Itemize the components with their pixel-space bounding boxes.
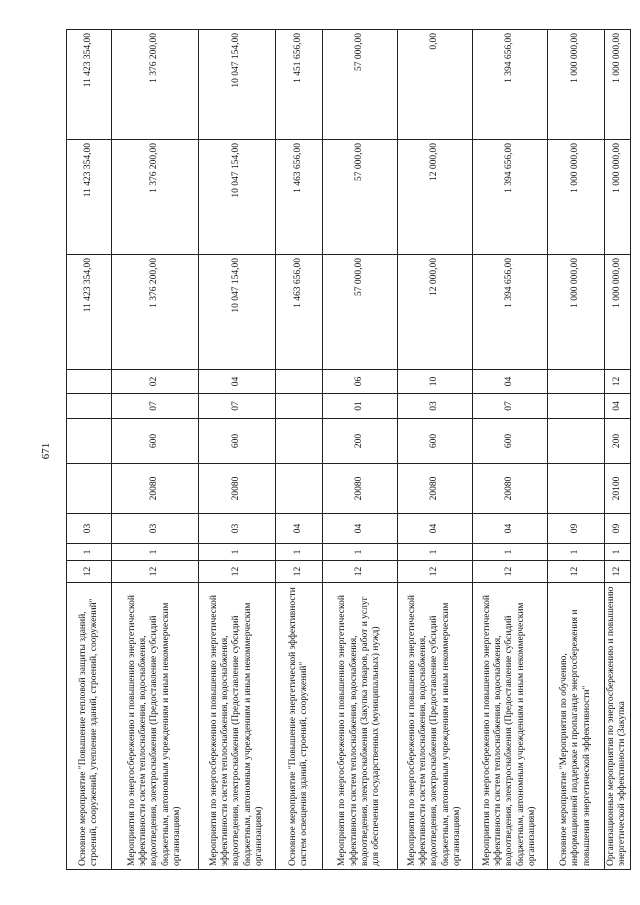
amount-year-3-cell: 1 451 656,00 [276, 30, 323, 140]
subprogram-code-cell: 1 [112, 544, 199, 561]
row-name-cell: Мероприятия по энергосбережению и повышению энергетической эффективности систем теплоснабжения, водоснабжения, водоотведения, электроснабжения (Предоставление субсидий бюджетным, автономным учреждениям и иным некоммерческим организациям) [112, 583, 199, 870]
expense-type-code-cell [548, 419, 605, 464]
table-row [323, 30, 398, 870]
page-number: 671 [40, 442, 52, 460]
program-code-cell: 12 [323, 561, 398, 583]
subprogram-code-cell: 1 [199, 544, 276, 561]
subprogram-code-cell: 1 [276, 544, 323, 561]
amount-year-2-cell: 1 463 656,00 [276, 140, 323, 255]
program-code-cell: 12 [398, 561, 473, 583]
section-code-cell: 07 [199, 394, 276, 419]
table-row [67, 30, 112, 870]
section-code-cell: 03 [398, 394, 473, 419]
amount-year-2-cell: 12 000,00 [398, 140, 473, 255]
row-name-cell: Мероприятия по энергосбережению и повышению энергетической эффективности систем теплоснабжения, водоснабжения, водоотведения, электроснабжения (Закупка товаров, работ и услуг для обеспечения государственных (муниципальных) нужд) [323, 583, 398, 870]
subprogram-code-cell: 1 [548, 544, 605, 561]
amount-year-1-cell: 57 000,00 [323, 255, 398, 370]
direction-code-cell: 20080 [199, 464, 276, 514]
amount-year-1-cell: 1 000 000,00 [548, 255, 605, 370]
direction-code-cell: 20100 [605, 464, 631, 514]
section-code-cell: 07 [112, 394, 199, 419]
section-code-cell: 01 [323, 394, 398, 419]
amount-year-2-cell: 10 047 154,00 [199, 140, 276, 255]
row-name-cell: Организационные мероприятия по энергосбережению и повышению энергетической эффективности (Закупка [605, 583, 631, 870]
table-row [548, 30, 605, 870]
event-code-cell: 04 [473, 514, 548, 544]
table-row [473, 30, 548, 870]
event-code-cell: 04 [276, 514, 323, 544]
direction-code-cell: 20080 [473, 464, 548, 514]
rotated-page [66, 30, 628, 870]
amount-year-1-cell: 1 463 656,00 [276, 255, 323, 370]
subsection-code-cell [276, 370, 323, 394]
row-name-cell: Основное мероприятие "Повышение энергетической эффективности систем освещения зданий, строений, сооружений" [276, 583, 323, 870]
row-name-cell: Основное мероприятие "Мероприятия по обучению, информационной поддержке и пропаганде энергосбережения и повышения энергетической эффективности" [548, 583, 605, 870]
amount-year-2-cell: 1 394 656,00 [473, 140, 548, 255]
amount-year-2-cell: 1 000 000,00 [548, 140, 605, 255]
amount-year-2-cell: 1 000 000,00 [605, 140, 631, 255]
subprogram-code-cell: 1 [473, 544, 548, 561]
section-code-cell [548, 394, 605, 419]
amount-year-1-cell: 11 423 354,00 [67, 255, 112, 370]
table-row [199, 30, 276, 870]
expense-type-code-cell: 200 [605, 419, 631, 464]
amount-year-3-cell: 1 000 000,00 [548, 30, 605, 140]
row-name-cell: Мероприятия по энергосбережению и повышению энергетической эффективности систем теплоснабжения, водоснабжения, водоотведения, электроснабжения (Предоставление субсидий бюджетным, автономным учреждениям и иным некоммерческим организациям) [473, 583, 548, 870]
subsection-code-cell [548, 370, 605, 394]
subsection-code-cell [67, 370, 112, 394]
program-code-cell: 12 [67, 561, 112, 583]
subsection-code-cell: 06 [323, 370, 398, 394]
amount-year-2-cell: 57 000,00 [323, 140, 398, 255]
program-code-cell: 12 [112, 561, 199, 583]
program-code-cell: 12 [548, 561, 605, 583]
program-code-cell: 12 [199, 561, 276, 583]
row-name-cell: Основное мероприятие "Повышение тепловой защиты зданий, строений, сооружений, утепление зданий, строений, сооружений" [67, 583, 112, 870]
event-code-cell: 04 [323, 514, 398, 544]
table-row [605, 30, 631, 870]
amount-year-2-cell: 11 423 354,00 [67, 140, 112, 255]
amount-year-3-cell: 11 423 354,00 [67, 30, 112, 140]
direction-code-cell: 20080 [323, 464, 398, 514]
subsection-code-cell: 04 [473, 370, 548, 394]
subprogram-code-cell: 1 [398, 544, 473, 561]
subsection-code-cell: 12 [605, 370, 631, 394]
amount-year-1-cell: 12 000,00 [398, 255, 473, 370]
amount-year-3-cell: 10 047 154,00 [199, 30, 276, 140]
subprogram-code-cell: 1 [67, 544, 112, 561]
amount-year-1-cell: 1 376 200,00 [112, 255, 199, 370]
expense-type-code-cell: 200 [323, 419, 398, 464]
expense-type-code-cell: 600 [199, 419, 276, 464]
expense-type-code-cell: 600 [112, 419, 199, 464]
amount-year-1-cell: 1 000 000,00 [605, 255, 631, 370]
amount-year-1-cell: 10 047 154,00 [199, 255, 276, 370]
section-code-cell: 07 [473, 394, 548, 419]
expense-type-code-cell [276, 419, 323, 464]
expense-type-code-cell [67, 419, 112, 464]
event-code-cell: 09 [548, 514, 605, 544]
direction-code-cell [276, 464, 323, 514]
table-row [276, 30, 323, 870]
budget-table [66, 29, 631, 870]
program-code-cell: 12 [605, 561, 631, 583]
event-code-cell: 03 [112, 514, 199, 544]
direction-code-cell [548, 464, 605, 514]
amount-year-3-cell: 1 376 200,00 [112, 30, 199, 140]
amount-year-3-cell: 57 000,00 [323, 30, 398, 140]
section-code-cell: 04 [605, 394, 631, 419]
direction-code-cell: 20080 [112, 464, 199, 514]
table-row [112, 30, 199, 870]
amount-year-2-cell: 1 376 200,00 [112, 140, 199, 255]
section-code-cell [276, 394, 323, 419]
subsection-code-cell: 10 [398, 370, 473, 394]
direction-code-cell: 20080 [398, 464, 473, 514]
subprogram-code-cell: 1 [323, 544, 398, 561]
subsection-code-cell: 02 [112, 370, 199, 394]
table-row [398, 30, 473, 870]
row-name-cell: Мероприятия по энергосбережению и повышению энергетической эффективности систем теплоснабжения, водоснабжения, водоотведения, электроснабжения (Предоставление субсидий бюджетным, автономным учреждениям и иным некоммерческим организациям) [199, 583, 276, 870]
amount-year-1-cell: 1 394 656,00 [473, 255, 548, 370]
direction-code-cell [67, 464, 112, 514]
event-code-cell: 04 [398, 514, 473, 544]
expense-type-code-cell: 600 [473, 419, 548, 464]
row-name-cell: Мероприятия по энергосбережению и повышению энергетической эффективности систем теплоснабжения, водоснабжения, водоотведения, электроснабжения (Предоставление субсидий бюджетным, автономным учреждениям и иным некоммерческим организациям) [398, 583, 473, 870]
program-code-cell: 12 [473, 561, 548, 583]
amount-year-3-cell: 1 394 656,00 [473, 30, 548, 140]
rotated-table-container [66, 30, 628, 870]
amount-year-3-cell: 0,00 [398, 30, 473, 140]
subprogram-code-cell: 1 [605, 544, 631, 561]
amount-year-3-cell: 1 000 000,00 [605, 30, 631, 140]
section-code-cell [67, 394, 112, 419]
subsection-code-cell: 04 [199, 370, 276, 394]
event-code-cell: 03 [67, 514, 112, 544]
event-code-cell: 09 [605, 514, 631, 544]
event-code-cell: 03 [199, 514, 276, 544]
program-code-cell: 12 [276, 561, 323, 583]
expense-type-code-cell: 600 [398, 419, 473, 464]
